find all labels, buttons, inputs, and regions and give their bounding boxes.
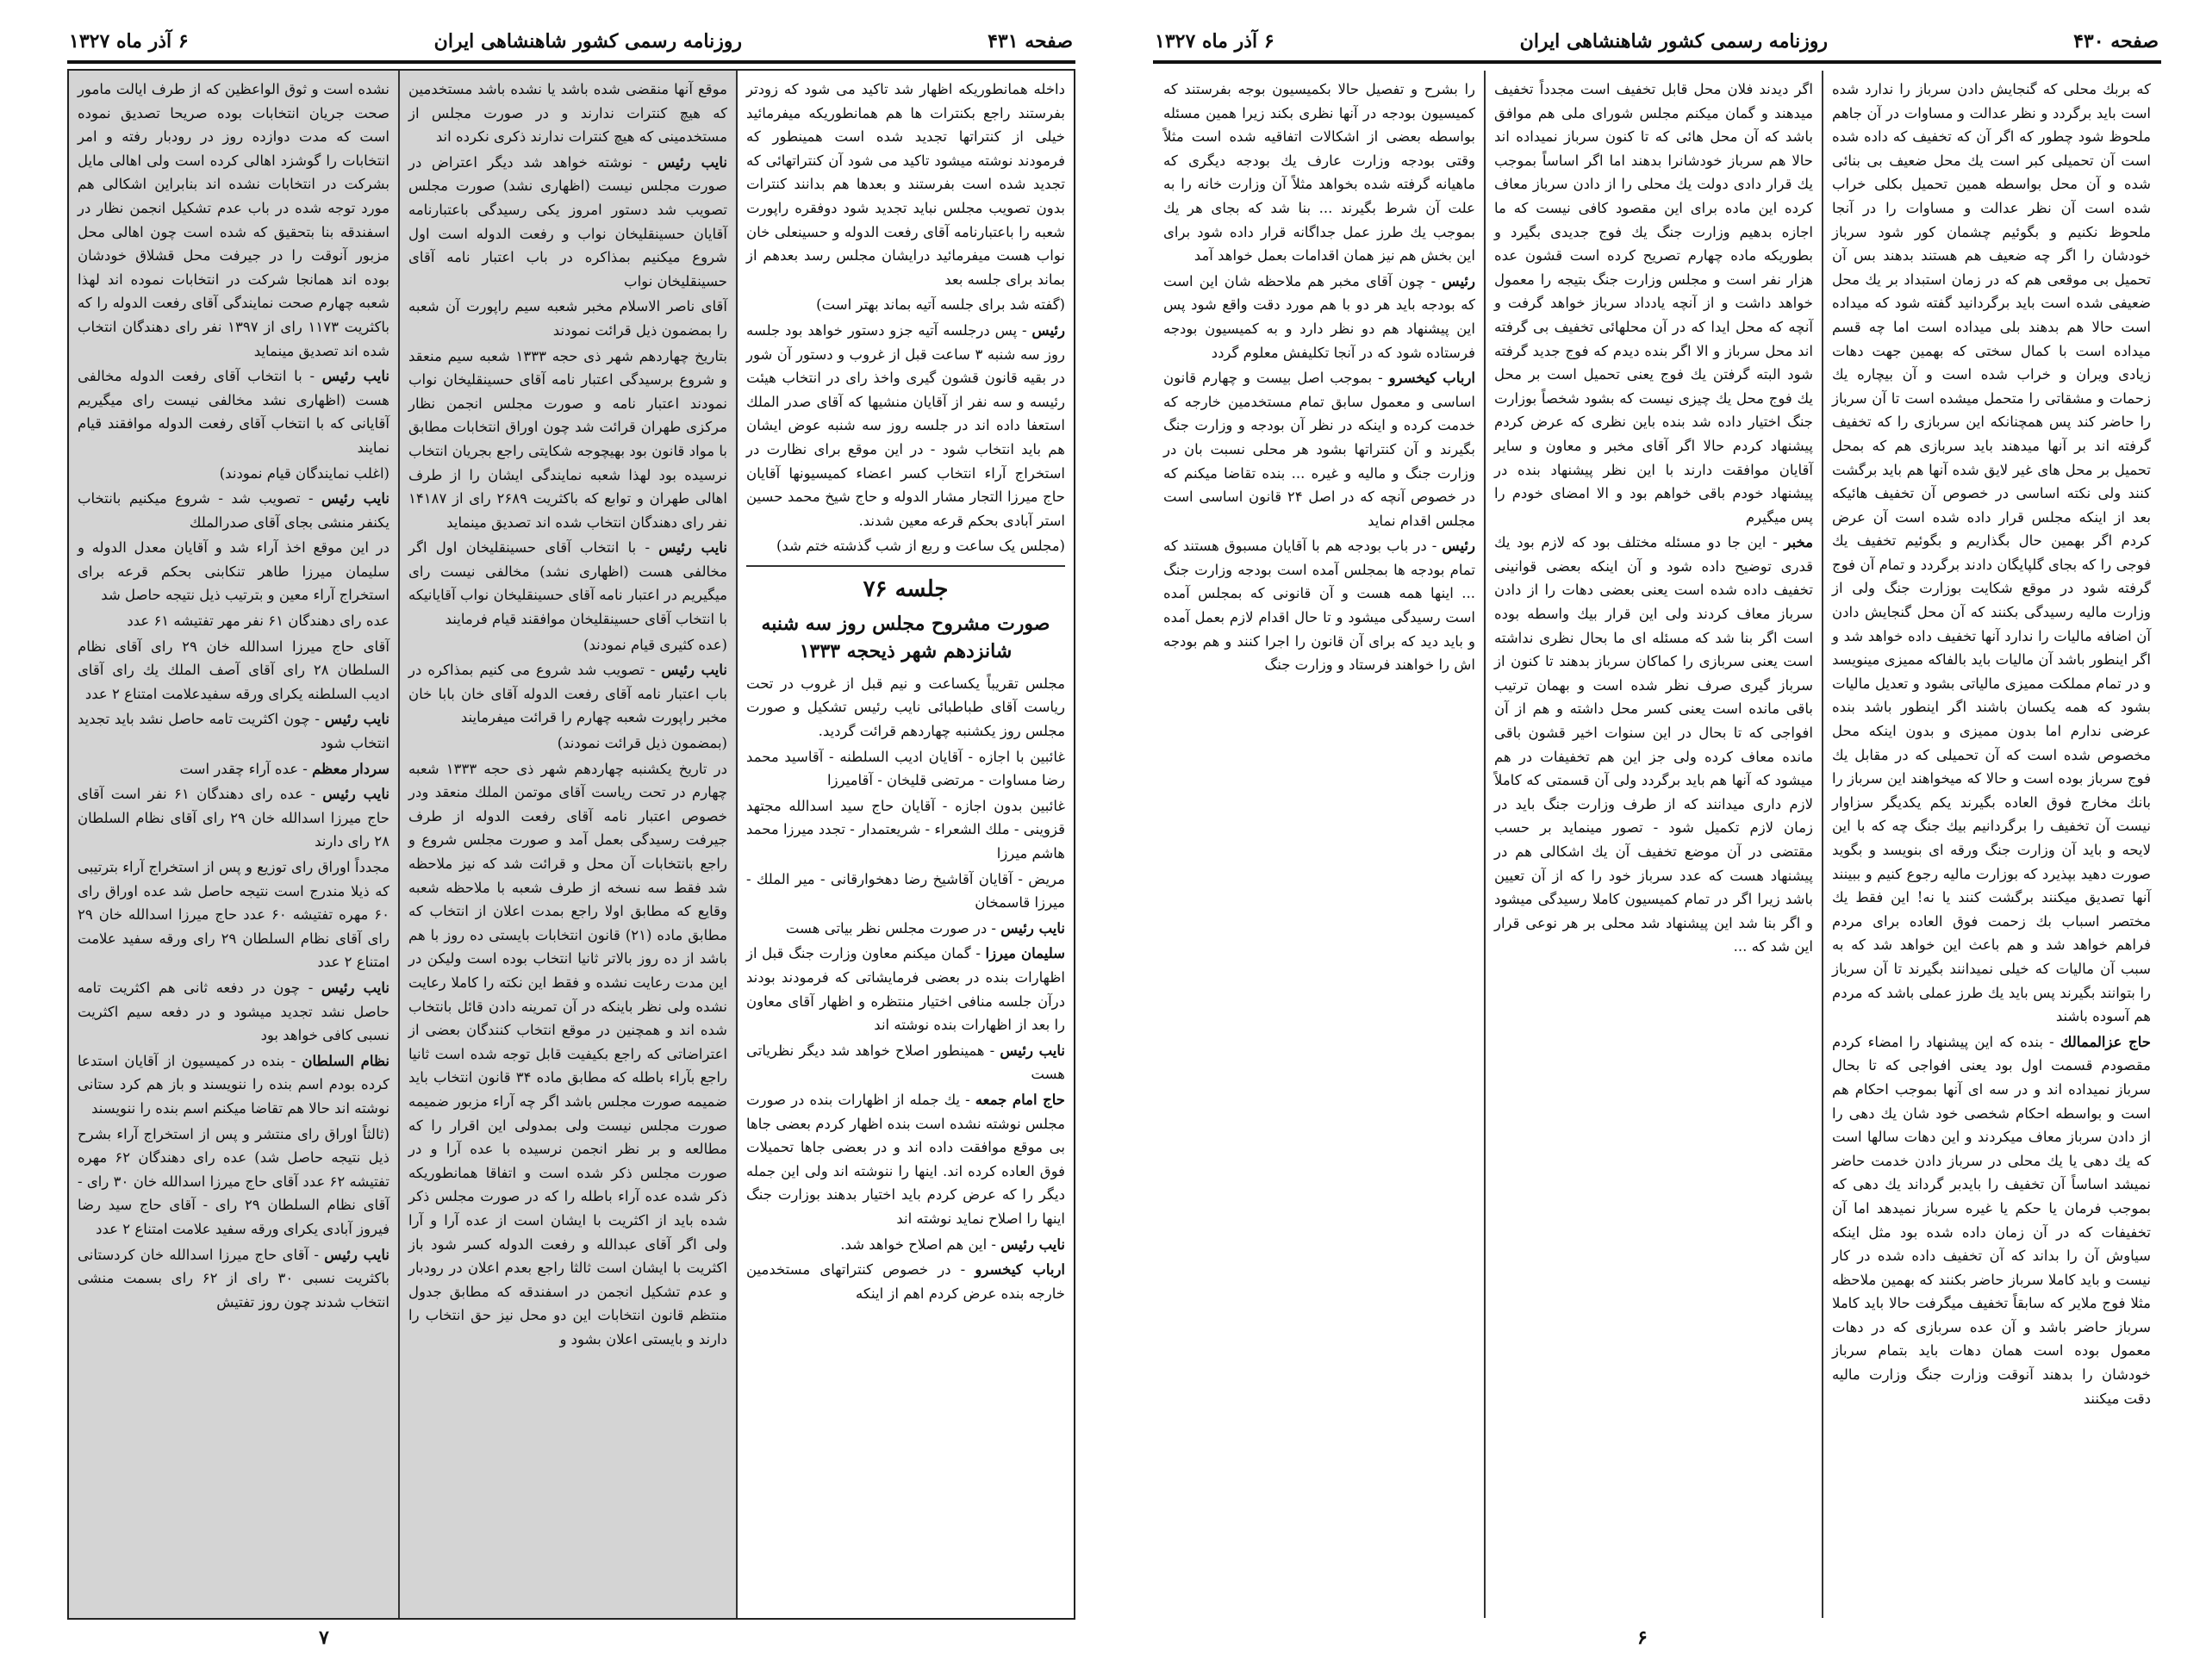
right-col1-paragraph: حاج عزالممالك - بنده که این پیشنهاد را امضاء کردم مقصودم قسمت اول بود یعنی افواجی که تا بحال سرباز نمیداده اند و در سه ای آنها بموجب احکام هم است و بواسطه احکام شخصی خود شان یك دهی را از دادن سرباز معاف میکردند و این دهات سالها است که یك دهی یا یك محلی در سرباز دادن خدمت حاضر نمیشد اساساً آن تخفیف را بایدبر گرداند یك دهی که بموجب فرمان یا حکم یا غیره سرباز نمیدهد اما آن تخفیفات که در آن زمان داده شده بود مثل اینکه سیاوش آن را بداند که آن تخفیف داده شده در کار نیست و باید کاملا سرباز حاضر بکنند که بهمین ملاحظه مثلا فوج ملایر که سابقاً تخفیف میگرفت حالا باید کاملا سرباز حاضر باشد و آن عده سربازی که در دهات معمول بوده است همان دهات باید بتمام سرباز خودشان را بدهند آنوقت وزارت جنگ وزارت مالیه دقت میکنند: [1832, 1033, 2151, 1407]
speaker-name: نایب رئیس: [661, 662, 727, 679]
right-col-1: [1823, 71, 2159, 1618]
left-col3-paragraph: نایب رئیس - عده رای دهندگان ۶۱ نفر است آقای حاج میرزا اسدالله خان ۲۹ رای آقای نظام السلطان ۲۸ رای دارند: [78, 786, 390, 850]
left-columns-frame: [67, 69, 1075, 1620]
left-col-3: [69, 71, 398, 1618]
left-col3-paragraph: نایب رئیس - چون در دفعه ثانی هم اکثریت تامه حاصل نشد تجدید میشود و در دفعه سیم اکثریت نسبی کافی خواهد بود: [78, 979, 390, 1044]
left-col3-paragraph: نایب رئیس - تصویب شد - شروع میکنیم بانتخاب یکنفر منشی بجای آقای صدرالملك: [78, 490, 389, 531]
speaker-name: نایب رئیس: [322, 786, 390, 803]
speaker-name: ارباب کیخسرو: [975, 1261, 1065, 1279]
left-col3-paragraph: نظام السلطان - بنده در کمیسیون از آقایان استدعا کرده بودم اسم بنده را ننویسند و باز هم کرد ستانی نوشته اند حالا هم تقاضا میکنم اسم بنده را ننویسند: [78, 1052, 389, 1117]
right-col2-paragraph: مخبر - این جا دو مسئله مختلف بود که لازم بود یك قدری توضیح داده شود و آن اینکه بعضی قوانینی تخفیف داده شده است یعنی بعضی دهات را از دادن سرباز معاف کردند ولی این قرار بیك واسطه بوده است اگر بنا شد که مسئله ای ما بحال نظری نداشته است یعنی سربازی را کماکان سرباز بدهند تا کنون از سرباز گیری صرف نظر شده است و بهمان ترتیب باقی مانده است یعنی کسر محل داشته و هم از آن افواجی که تا بحال در این سنوات اخیر قشون باقی مانده معاف کرده ولی جز این هم تخفیفات در هم میشود که آنها هم باید برگردد ولی آن قسمتی که کاملاً لازم داری میدانند که از طرف وزارت جنگ باید در زمان لازم تکمیل شود - تصور مینماید بر حسب مقتضی در آن موضع تخفیف آن یك اشکالی هم در پیشنهاد هست که عدد سرباز خود را که از آن تعیین باشد زیرا اگر در تمام کمیسیون کاملا رسیدگی میشود و اگر بنا شد این پیشنهاد شد محلی بر هر نوعی قرار این شد که ...: [1494, 534, 1813, 955]
right-page: [1103, 0, 2206, 1680]
left-col2-paragraph: نایب رئیس - تصویب شد شروع می کنیم بمذاکره در باب اعتبار نامه آقای رفعت الدوله آقای خان بابا خان مخبر راپورت شعبه چهارم را قرائت میفرمایند: [408, 662, 727, 726]
right-header-rule: [1153, 60, 2161, 64]
right-page-number: ۶: [1637, 1627, 1648, 1649]
right-col-2: [1486, 71, 1822, 1618]
left-page-label: صفحه ۴۳۱: [988, 30, 1073, 53]
right-issue-date: ۶ آذر ماه ۱۳۲۷: [1155, 30, 1274, 53]
left-page-number: ۷: [319, 1627, 329, 1649]
right-col3-paragraph: رئیس - چون آقای مخبر هم ملاحظه شان این است که بودجه باید هر دو با هم مورد دقت واقع شود پس این پیشنهاد هم دو نظر دارد و به کمیسیون بودجه فرستاده شود که در آنجا تکلیفش معلوم گردد: [1163, 272, 1475, 361]
speaker-name: نایب رئیس: [657, 153, 728, 171]
right-columns-frame: [1153, 69, 2161, 1620]
left-col1-session-paragraph: مریض - آقایان آقاشیخ رضا دهخوارقانی - میر الملك - میرزا قاسمخان: [746, 870, 1065, 912]
right-page-label: صفحه ۴۳۰: [2073, 30, 2159, 53]
left-col3-paragraph: مجدداً اوراق رای توزیع و پس از استخراج آراء بترتیبی که ذیلا مندرج است نتیجه حاصل شد عده اوراق رای ۶۰ مهره تفتیشه ۶۰ عدد حاج میرزا اسدالله خان ۲۹ رای آقای نظام السلطان ۲۹ رای ورقه سفید علامت امتناع ۲ عدد: [78, 859, 390, 971]
left-col1-paragraph: داخله همانطوریکه اظهار شد تاکید می شود که زودتر بفرستند راجع بکنترات ها هم همانطوریکه میفرمائید خیلی از کنتراتها تجدید شده است همینطور که فرمودند نوشته میشود تاکید می شود آن کنتراتهائی که تجدید شده است بفرستند و بعدها هم بدانند کنترات بدون تصویب مجلس نباید تجدید شود دوفقره راپورت شعبه را باعتبارنامه آقای رفعت الدوله و حسینعلی خان نواب هست میفرمائید درایشان مجلس رسد بعدهم از بماند برای جلسه بعد: [746, 81, 1065, 288]
left-col3-paragraph: (ثالثاً اوراق رای منتشر و پس از استخراج آراء بشرح ذیل نتیجه حاصل شد) عده رای دهندگان ۶۲ مهره تفتیشه ۶۲ عدد آقای حاج میرزا اسدالله خان ۳۰ رای - آقای نظام السلطان ۲۹ رای - آقای حاج سید رضا فیروز آبادی یکرای ورقه سفید علامت امتناع ۲ عدد: [78, 1125, 390, 1237]
left-col2-paragraph: بتاریخ چهاردهم شهر ذی حجه ۱۳۳۳ شعبه سیم منعقد و شروع برسیدگی اعتبار نامه آقای حسینقلیخان نواب نمودند اعتبار نامه و صورت مجلس انجمن نظار مرکزی طهران قرائت شد چون اوراق انتخابات مطابق با مواد قانون بود بهیچوجه شکایتی راجع بجریان انتخاب نرسیده بود لهذا شعبه نمایندگی ایشان را از طرف اهالی طهران و توابع که باکثریت ۲۶۸۹ رای از ۱۴۱۸۷ نفر رای دهندگان انتخاب شده اند تصدیق مینماید: [408, 347, 727, 531]
speaker-name: رئیس: [1442, 538, 1475, 555]
left-col1-session-paragraph: غائبین بدون اجازه - آقایان حاج سید اسدالله مجتهد قزوینی - ملك الشعراء - شریعتمدار - تجدد میرزا محمد هاشم میرزا: [746, 797, 1065, 862]
left-col3-paragraph: عده رای دهندگان ۶۱ نفر مهر تفتیشه ۶۱ عدد: [127, 613, 389, 630]
left-col3-paragraph: نایب رئیس - چون اکثریت تامه حاصل نشد باید تجدید انتخاب شود: [78, 711, 390, 752]
right-newspaper-title: روزنامه رسمی کشور شاهنشاهی ایران: [1519, 30, 1829, 53]
right-col3-paragraph: را بشرح و تفصیل حالا بکمیسیون بوجه بفرستند که کمیسیون بودجه در آنها نظری بکند زیرا همین مسئله بواسطه بعضی از اشکالات اتفاقیه شده است مثلاً وقتی بودجه وزارت عارف یك بودجه دیگری که ماهیانه گرفته شده بخواهد مثلاً آن وزارت خانه را به علت آن شرط بگیرند ... بنا شد که بجای هر یك بموجب یك طرز عمل جداگانه قرار داده شود برای این بخش هم نیز همان اقدامات بعمل خواهد آمد: [1163, 81, 1475, 264]
left-col3-paragraph: در این موقع اخذ آراء شد و آقایان معدل الدوله و سلیمان میرزا طاهر تنکابنی بحکم قرعه برای استخراج آراء معین و بترتیب ذیل نتیجه حاصل شد: [78, 539, 389, 604]
speaker-name: نایب رئیس: [658, 539, 728, 557]
left-col3-paragraph: آقای حاج میرزا اسدالله خان ۲۹ رای آقای نظام السلطان ۲۸ رای آقای آصف الملك یك رای آقای ادیب السلطنه یکرای ورقه سفیدعلامت امتناع ۲ عدد: [78, 638, 389, 702]
right-col-3: [1155, 71, 1484, 1618]
left-col-2: [400, 71, 736, 1618]
speaker-name: نایب رئیس: [321, 979, 390, 996]
speaker-name: حاج عزالممالك: [2060, 1033, 2151, 1050]
left-col3-paragraph: (اغلب نمایندگان قیام نمودند): [219, 464, 389, 482]
right-col3-paragraph: رئیس - در باب بودجه هم با آقایان مسبوق هستند که تمام بودجه ها بمجلس آمده است بودجه وزارت جنگ ... اینها همه هست و آن قانونی که بمجلس آمده است رسیدگی میشود و تا حال اقدام لازم بعمل آمده و باید دید که برای آن قانون را اجرا کنند و هم بودجه اش را خواهند فرستاد و وزارت جنگ: [1163, 538, 1475, 674]
left-issue-date: ۶ آذر ماه ۱۳۲۷: [69, 30, 189, 53]
left-col1-paragraph: (گفته شد برای جلسه آتیه بماند بهتر است): [816, 296, 1065, 314]
left-col3-paragraph: نشده است و ثوق الواعظین که از طرف ایالت مامور صحت جریان انتخابات بوده صریحا تصدیق نموده است که مدت دوازده روز در رودبار رفته و امر انتخابات را گوشزد اهالی کرده است ولی اهالی مایل بشرکت در انتخابات نشده اند بنابراین اشکالی هم مورد توجه شده در باب عدم تشکیل انجمن نظار در اسفندقه بنا بتحقیق که شده است چون اهالی محل مزبور آنوقت را در جیرفت محل قشلاق خودشان بوده اند همانجا شرکت در انتخابات نموده اند لهذا شعبه چهارم صحت نمایندگی آقای رفعت الدوله را که باکثریت ۱۱۷۳ رای از ۱۳۹۷ نفر رای دهندگان انتخاب شده اند تصدیق مینماید: [78, 81, 389, 359]
speaker-name: نایب رئیس: [324, 711, 390, 728]
left-header-rule: [67, 60, 1075, 64]
speaker-name: نایب رئیس: [321, 490, 389, 507]
left-col3-paragraph: نایب رئیس - با انتخاب آقای رفعت الدوله مخالفی هست (اظهاری نشد مخالفی نیست رای میگیریم آقایانی که با انتخاب آقای رفعت الدوله موافقند قیام نمایند: [78, 368, 390, 456]
left-col-separator-2: [398, 71, 400, 1618]
right-col1-paragraph: که بربك محلی که گنجایش دادن سرباز را ندارد شده است باید برگردد و نظر عدالت و مساوات در آن جاهم ملحوظ شود چطور که اگر آن که تخفیف که داده شده است آن تحمیلی کبر است یك محل ضعیف بی بنائی شده و آن محل بواسطه همین تحمیل بکلی خراب شده است آن نظر عدالت و مساوات را در آنجا ملحوظ نکنیم و بگوئیم چشمان کور شود سرباز خودشان را اگر چه ضعیف هم هستند بدهند بس آن تحمیل بی موقعی هم که در زمان استبداد بر یك محل ضعیفی شده است باید برگردانید گفته شود که میداده است حالا هم بدهند بلی میداده است اما چه قسم میداده است با کمال سختی که بهمین جهت دهات زیادی ویران و خراب شده است و آن بیچاره یك زحمات و مشقاتی را متحمل میشده است تا آن سرباز را حاضر کند پس همچنانکه این سربازی را که تخفیف گرفته اند بر آنها میدهند باید سربازی هم که بمحل تحمیل بر محل های غیر لایق شده آنها هم باید برگشت کنند ولی نکته اساسی در خصوص آن تخفیف هائیکه بعد از اینکه مجلس قرار داده شده است آن عرض کردم اگر بهمین حال بگذاریم و بگوئیم تخفیف یك فوجی را که بجای گلپایگان دادند برگردد و تمام آن فوج گرفته شود در موقع شکایت بوزارت جنگ ولی از وزارت مالیه رسیدگی بکنند که آن محل گنجایش دادن آن اضافه مالیات را ندارد آنها تخفیف داده خواهد شد و اگر اینطور باشد آن مالیات باید بالفاکه ممیزی مینویسد و در تمام مملکت ممیزی مالیاتی بشود و تعدیل مالیات بشود که همه یکسان باشند اگر اینطور باشد بنده عرضی ندارم اما بدون ممیزی و بدون اینکه محل مخصوص شده است که آن تحمیلی که در مقابل یك فوج سرباز بوده است و حالا که میخواهند این سرباز را بانك مخارج فوق العاده بگیرند یکم یکدیگر سزاوار نیست آن تخفیف را برگردانیم بیك جنگ چه که با این لايحه و باید آن وزارت جنگ ورقه ای بنویسد و بگوید صورت دهید بپذیرد که بوزارت مالیه رجوع کنیم و ببینند آنها تصدیق میکنند برگشت کنند یا نه! این فقط یك مختصر اسباب بك زحمت فوق العاده برای مردم فراهم خواهد شد و هم باعث این خواهد شد که به سبب آن مالیات که خیلی نمیدانند بگیرند تا آن سرباز را بتوانند بگیرند پس باید یك طرز عملی باشد که مردم هم آسوده باشند: [1832, 81, 2151, 1025]
speaker-name: سردار معظم: [312, 760, 389, 777]
speaker-name: نایب رئیس: [324, 1246, 390, 1263]
speaker-name: نایب رئیس: [321, 368, 390, 385]
left-newspaper-title: روزنامه رسمی کشور شاهنشاهی ایران: [433, 30, 743, 53]
left-col1-session-paragraph: غائبین با اجازه - آقایان ادیب السلطنه - آقاسید محمد رضا مساوات - مرتضی قلیخان - آقامیرزا: [746, 748, 1065, 789]
speaker-name: مخبر: [1784, 534, 1813, 551]
left-col-1: [738, 71, 1074, 1618]
speaker-name: حاج امام جمعه: [975, 1091, 1065, 1108]
speaker-name: نایب رئیس: [1000, 919, 1065, 936]
right-col-separator-2: [1484, 71, 1486, 1618]
session-title: جلسه ۷۶: [863, 576, 949, 602]
left-col2-paragraph: نایب رئیس - نوشته خواهد شد دیگر اعتراض در صورت مجلس نیست (اظهاری نشد) صورت مجلس تصویب شد دستور امروز یکی رسیدگی باعتبارنامه آقایان حسینقلیخان نواب و رفعت الدوله است اول شروع میکنیم بمذاکره در باب اعتبار نامه آقای حسینقلیخان نواب: [408, 153, 728, 289]
left-page-header: [69, 24, 1073, 59]
left-col1-session-paragraph: مجلس تقریباً یکساعت و نیم قبل از غروب در تحت ریاست آقای طباطبائی نایب رئیس تشکیل و صورت مجلس روز یکشنبه چهاردهم قرائت گردید.: [746, 675, 1065, 740]
left-col1-paragraph: رئیس - پس درجلسه آتیه جزو دستور خواهد بود جلسه روز سه شنبه ۳ ساعت قبل از غروب و دستور آن شور در بقیه قانون قشون گیری واخذ رای در انتخاب هیئت رئیسه و سه نفر از آقایان منشیها که آقای صدر الملك استعفا داده اند در جلسه روز سه شنبه عوض ایشان هم باید انتخاب شود - در این موقع برای نظارت در استخراج آراء انتخاب کسر اعضاء کمیسیونها آقایان حاج میرزا التجار مشار الدوله و حاج شیخ محمد حسین استر آبادی بحکم قرعه معین شدند.: [746, 321, 1065, 529]
left-col3-paragraph: نایب رئیس - آقای حاج میرزا اسدالله خان کردستانی باکثریت نسبی ۳۰ رای از ۶۲ رای بسمت منشی انتخاب شدند چون روز تفتیش: [78, 1246, 390, 1310]
session-divider: [746, 565, 1065, 567]
left-col2-paragraph: موقع آنها منقضی شده باشد یا نشده باشد مستخدمین که هیچ کنترات ندارند و در صورت مجلس از مستخدمینی که هیچ کنترات ندارند ذکری نکرده اند: [408, 81, 727, 146]
speaker-name: نظام السلطان: [302, 1052, 389, 1069]
right-page-header: [1155, 24, 2159, 59]
left-col1-session-paragraph: نایب رئیس - همینطور اصلاح خواهد شد دیگر نظریاتی هست: [746, 1042, 1066, 1083]
left-col-separator-1: [736, 71, 738, 1618]
left-col2-paragraph: آقای ناصر الاسلام مخبر شعبه سیم راپورت آن شعبه را بمضمون ذیل قرائت نمودند: [408, 298, 727, 339]
right-col3-paragraph: ارباب کیخسرو - بموجب اصل بیست و چهارم قانون اساسی و معمول سابق تمام مستخدمین خارجه که خدمت کرده و اینکه در نظر آن بودجه و وزارت جنگ بگیرند و آن کنتراتها بشود هر محلی نسبت بان در وزارت جنگ و مالیه و غیره ... بنده تقاضا میکنم که در خصوص آنچه که در اصل ۲۴ قانون اساسی است مجلس اقدام نماید: [1163, 370, 1476, 529]
left-col1-session-paragraph: سلیمان میرزا - گمان میکنم معاون وزارت جنگ قبل از اظهارات بنده در بعضی فرمایشاتی که فرمودند بودند درآن جلسه منافی اختیار منتظره و اظهار آقای معاون را بعد از اظهارات بنده نوشته اند: [746, 945, 1065, 1034]
session-subtitle: صورت مشروح مجلس روز سه شنبه شانزدهم شهر ذیحجه ۱۳۳۳: [761, 612, 1050, 663]
left-col2-paragraph: (عده کثیری قیام نمودند): [583, 636, 727, 653]
right-col2-paragraph: اگر دیدند فلان محل قابل تخفیف است مجدداً تخفیف میدهند و گمان میکنم مجلس شورای ملی هم موافق باشد که آن محل هائی که تا کنون سرباز نمیداده اند حالا هم سرباز خودشانرا بدهند اما اگر اساساً بموجب یك قرار دادی دولت یك محلی را از دادن سرباز معاف کرده این ماده برای این مقصود کافی نیست که ما اجازه بدهیم وزارت جنگ یك فوج جدیدی بگیرد و بطوریکه ماده چهارم تصریح کرده است قشون عده هزار نفر است و مجلس وزارت جنگ بتیجه را معمول خواهد داشت و از آنچه یادداد سرباز خواهد گرفت و آنچه که محل ایدا که در آن محلهائی تخفیف بی گرفته اند محل سرباز و الا اگر بنده دیدم که فوج جدید گرفته شود البته گرفتن یك فوج یعنی تحمیل است بر محل یك فوج محل یك چیزی نیست که بشود شخصاً بوزارت جنگ اختیار داده شد بنده باین نظری که عرض کردم پیشنهاد کردم حالا اگر آقای مخبر و معاون و سایر آقایان موافقت دارند با این نظر پیشنهاد بنده در پیشنهاد خودم باقی خواهم بود و الا امضای خودم را پس میگیرم: [1494, 81, 1813, 526]
left-col1-session-paragraph: نایب رئیس - این هم اصلاح خواهد شد.: [840, 1235, 1065, 1253]
speaker-name: رئیس: [1442, 272, 1475, 289]
speaker-name: رئیس: [1031, 321, 1065, 339]
speaker-name: سلیمان میرزا: [985, 945, 1065, 962]
left-col1-session-paragraph: نایب رئیس - در صورت مجلس نظر بیاتی هست: [785, 919, 1065, 936]
speaker-name: نایب رئیس: [1000, 1235, 1065, 1253]
left-col2-paragraph: در تاریخ یکشنبه چهاردهم شهر ذی حجه ۱۳۳۳ شعبه چهارم در تحت ریاست آقای موتمن الملك منعقد ودر خصوص اعتبار نامه آقای رفعت الدوله از طرف جیرفت رسیدگی بعمل آمد و صورت مجلس شروع و راجع بانتخابات آن محل و قرائت شد که نیز ملاحظه شد فقط سه نسخه از طرف شعبه با ملاحظه شعبه وقایع که مطابق اولا راجع بمدت اعلان از انتخاب که مطابق ماده (۲۱) قانون انتخابات بایستی ده روز با هم باشد از ده روز بالاتر ثانیا انتخاب بوده است ولیکن در این مدت رعایت نشده و فقط این نکته را کاملا رعایت نشده ولی نظر باینکه در آن تمرینه دادن قائل بانتخاب شده اند و همچنین در موقع انتخاب کنندگان بعضی از اعتراضاتی که راجع بکیفیت قابل توجه شده است ثانیا راجع بآراء باطله که مطابق ماده ۳۴ قانون انتخاب باید ضمیمه صورت مجلس باشد اگر چه آراء مزبور ضمیمه صورت مجلس نیست ولی بمدولی این اقرار را که مطالعه و بر نظر انجمن نرسیده با عده آرا و در صورت مجلس ذکر شده است و اتفاقا همانطوریکه ذکر شده عده آراء باطله را که در صورت مجلس ذکر شده باید از اکثریت با ایشان است از عده آرا و آرا ولی اگر آقای عبدالله و رفعت الدوله کسر شود باز اکثریت با ایشان است ثالثا راجع بعدم اعلان در رودبار و عدم تشکیل انجمن در اسفندقه که مطابق جدول منتظم قانون انتخابات این دو محل نیز حق انتخاب را دارند و بایستی اعلان بشود و: [408, 760, 727, 1347]
speaker-name: ارباب کیخسرو: [1388, 370, 1476, 387]
left-col2-paragraph: نایب رئیس - با انتخاب آقای حسینقلیخان اول اگر مخالفی هست (اظهاری نشد) مخالفی نیست رای میگیریم در اعتبار نامه آقای حسینقلیخان نواب آقایانیکه با انتخاب آقای حسینقلیخان موافقند قیام فرمایند: [408, 539, 728, 628]
speaker-name: نایب رئیس: [1000, 1042, 1066, 1059]
left-col1-paragraph: (مجلس یک ساعت و ربع از شب گذشته ختم شد): [776, 538, 1065, 555]
left-col3-paragraph: سردار معظم - عده آراء چقدر است: [179, 760, 389, 777]
right-col-separator-1: [1822, 71, 1823, 1618]
left-col1-session-paragraph: حاج امام جمعه - یك جمله از اظهارات بنده در صورت مجلس نوشته نشده است بنده اظهار کردم بعضی جاها بی موقع موافقت داده اند و در بعضی جاها تحمیلات فوق العاده کرده اند. اینها را ننوشته اند ولی این جمله دیگر را که عرض کردم باید اختیار بدهند بوزارت جنگ اینها را اصلاح نماید نوشته اند: [746, 1091, 1065, 1227]
left-col2-paragraph: (بمضمون ذیل قرائت نمودند): [557, 735, 727, 752]
left-col1-session-paragraph: ارباب کیخسرو - در خصوص کنتراتهای مستخدمین خارجه بنده عرض کردم اهم از اینکه: [746, 1261, 1065, 1302]
